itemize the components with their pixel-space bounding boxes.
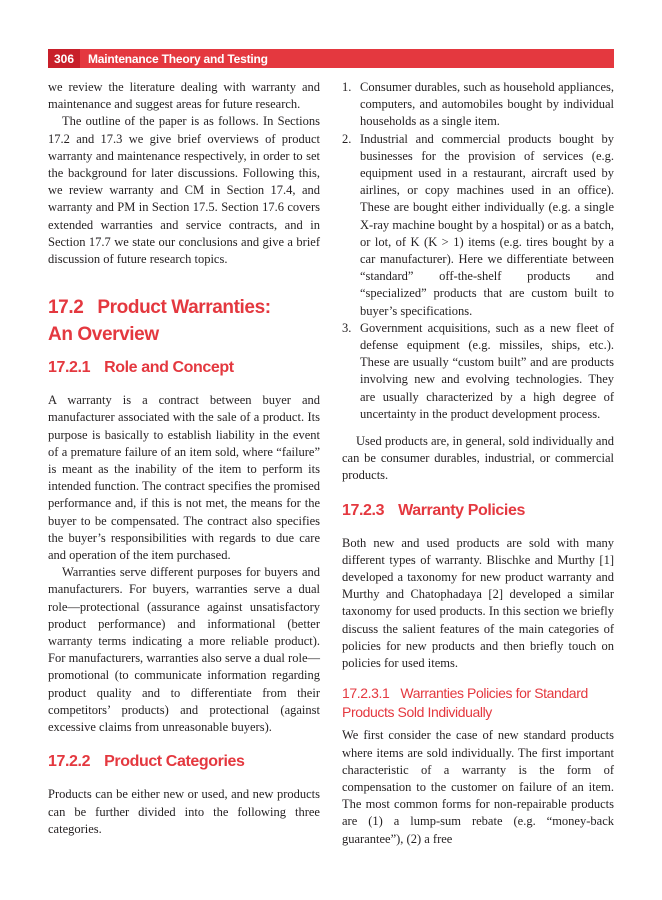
subsection-title: Product Categories [104, 753, 245, 771]
standard-products-paragraph: We first consider the case of new standard products where items are sold individually. The first important characteristic of a warranty is the form of compensation to the customer on failure of an item. The most common forms for non-repairable products are (1) a lump-sum rebate (e.g. “money-back guarantee”), (2) a free [342, 728, 614, 846]
policies-paragraph: Both new and used products are sold with many different types of warranty. Blischke and Murthy [1] developed a taxonomy for new product warranty and Murthy and Chatophadaya [2] developed a similar taxonomy for used products. In this section we briefly discuss the salient features of the main categories of policies for new products and then briefly touch on policies for used items. [342, 535, 614, 671]
page-number: 306 [48, 49, 80, 68]
subsubsection-number: 17.2.3.1 [342, 685, 390, 702]
subsection-title: Warranty Policies [398, 501, 525, 519]
list-item-text: Industrial and commercial products bought by businesses for the provision of services (e.g. equipment used in a restaurant, aircraft used by airlines, or copy machines used in an office). These are bought either individually (e.g. a single X-ray machine bought by a hospital) or as a batch, or lot, of K (K > 1) items (e.g. tires bought by a car manufacturer). Here we differentiate between “standard” off-the-shelf products and “specialized” products that are custom built to buyer’s specifications. [360, 131, 614, 318]
list-marker: 1. [342, 80, 352, 94]
list-item-text: Consumer durables, such as household appliances, computers, and automobiles bought by individual households as a single item. [360, 80, 614, 129]
right-column [342, 79, 614, 848]
left-column [48, 79, 320, 838]
running-title: Maintenance Theory and Testing [88, 51, 268, 66]
section-17-2-2-heading [48, 752, 320, 772]
list-marker: 3. [342, 320, 352, 335]
section-number: 17.2 [48, 297, 84, 319]
subsection-number: 17.2.1 [48, 359, 91, 377]
running-header [48, 49, 614, 68]
subsection-number: 17.2.2 [48, 753, 91, 771]
section-17-2-3-1-heading [342, 684, 614, 722]
subsection-title: Role and Concept [104, 359, 234, 377]
section-17-2-3-heading [342, 501, 614, 521]
intro-paragraph-1: we review the literature dealing with warranty and maintenance and suggest areas for future research. [48, 80, 320, 112]
section-17-2-1-heading [48, 358, 320, 378]
list-marker: 2. [342, 131, 352, 146]
list-item [342, 131, 614, 320]
categories-paragraph: Products can be either new or used, and new products can be further divided into the following three categories. [48, 787, 320, 836]
list-item [342, 79, 614, 131]
role-paragraph-1: A warranty is a contract between buyer and manufacturer associated with the sale of a product. Its purpose is basically to establish liability in the event of a premature failure of an item sold, where “failure” is meant as the inability of the item to perform its intended function. The contract specifies the promised performance and, if this is not met, the means for the buyer to be compensated. The contract also specifies the buyer’s responsibilities with regards to due care and operation of the item purchased. [48, 393, 320, 563]
subsubsection-title-line-1: Warranties Policies for Standard [400, 685, 588, 702]
product-category-list [342, 79, 614, 423]
subsection-number: 17.2.3 [342, 501, 385, 519]
section-title-line-1: Product Warranties: [97, 297, 271, 319]
used-products-paragraph: Used products are, in general, sold individually and can be consumer durables, industrial, or commercial products. [342, 434, 614, 483]
subsubsection-title-line-2: Products Sold Individually [342, 704, 492, 721]
section-17-2-heading [48, 294, 320, 348]
section-title-line-2: An Overview [48, 324, 159, 346]
spacer [342, 423, 614, 433]
role-paragraph-2: Warranties serve different purposes for buyers and manufacturers. For buyers, warranties serve a dual role—protectional (assurance against unsatisfactory product performance) and informational (better warranty terms indicating a more reliable product). For manufacturers, warranties also serve a dual role—promotional (to communicate information regarding product quality and to differentiate from their competitors’ products) and protectional (against excessive claims from unreasonable buyers). [48, 565, 320, 735]
intro-paragraph-2: The outline of the paper is as follows. In Sections 17.2 and 17.3 we give brief overviews of product warranty and maintenance respectively, in order to set the background for later discussions. Following this, we review warranty and CM in Section 17.4, and warranty and PM in Section 17.5. Section 17.6 covers extended warranties and service contracts, and in Section 17.7 we state our conclusions and give a brief discussion of future research topics. [48, 114, 320, 267]
list-item [342, 320, 614, 423]
list-item-text: Government acquisitions, such as a new fleet of defense equipment (e.g. missiles, ships, etc.). These are usually “custom built” and are products involving new and evolving technologies. They are usually characterized by a high degree of uncertainty in the product development process. [360, 320, 614, 421]
